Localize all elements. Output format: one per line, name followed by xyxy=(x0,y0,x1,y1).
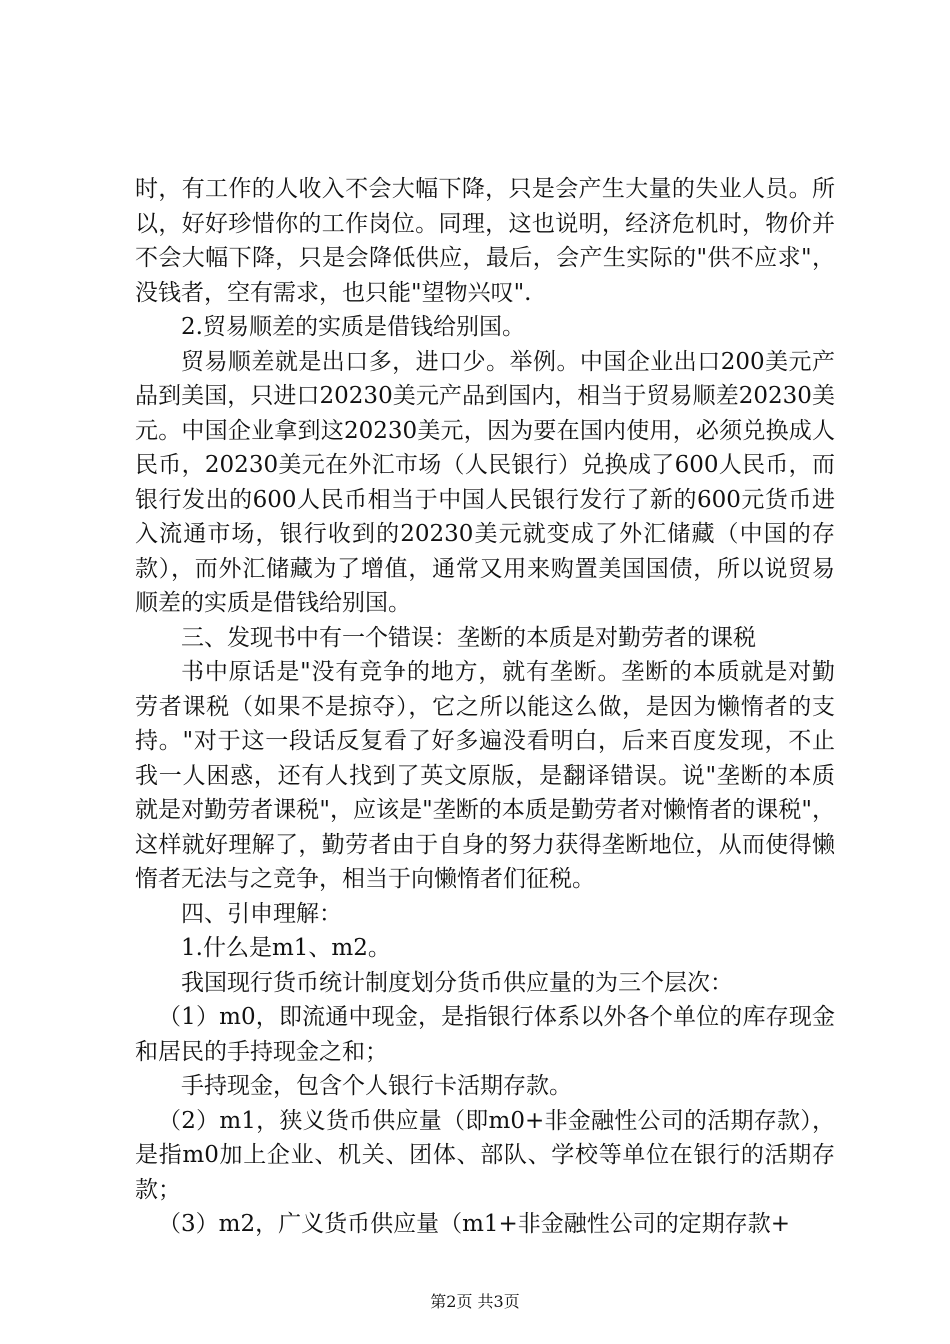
paragraph-1: 时，有工作的人收入不会大幅下降，只是会产生大量的失业人员。所以，好好珍惜你的工作岗位。同理，这也说明，经济危机时，物价并不会大幅下降，只是会降低供应，最后，会产生实际的"供不应求"，没钱者，空有需求，也只能"望物兴叹". xyxy=(135,176,835,306)
paragraph-4-heading: 三、发现书中有一个错误：垄断的本质是对勤劳者的课税 xyxy=(181,624,756,651)
paragraph-2-heading: 2.贸易顺差的实质是借钱给别国。 xyxy=(181,314,525,340)
paragraph-9: （1）m0，即流通中现金，是指银行体系以外各个单位的库存现金和居民的手持现金之和； xyxy=(135,1004,835,1065)
paragraph-3: 贸易顺差就是出口多，进口少。举例。中国企业出口200美元产品到美国，只进口20230美元产品到国内，相当于贸易顺差20230美元。中国企业拿到这20230美元，因为要在国内使用，必须兑换成人民币，20230美元在外汇市场（人民银行）兑换成了600人民币，而银行发出的600人民币相当于中国人民银行发行了新的600元货币进入流通市场，银行收到的20230美元就变成了外汇储藏（中国的存款），而外汇储藏为了增值，通常又用来购置美国国债，所以说贸易顺差的实质是借钱给别国。 xyxy=(135,348,835,616)
paragraph-7-heading: 1.什么是m1、m2。 xyxy=(181,935,391,961)
paragraph-6-heading: 四、引申理解： xyxy=(181,900,342,927)
document-body xyxy=(135,172,835,1242)
paragraph-5: 书中原话是"没有竞争的地方，就有垄断。垄断的本质就是对勤劳者课税（如果不是掠夺），它之所以能这么做，是因为懒惰者的支持。"对于这一段话反复看了好多遍没看明白，后来百度发现，不止我一人困惑，还有人找到了英文原版，是翻译错误。说"垄断的本质就是对勤劳者课税"，应该是"垄断的本质是勤劳者对懒惰者的课税"，这样就好理解了，勤劳者由于自身的努力获得垄断地位，从而使得懒惰者无法与之竞争，相当于向懒惰者们征税。 xyxy=(135,659,835,892)
paragraph-8: 我国现行货币统计制度划分货币供应量的为三个层次： xyxy=(181,969,733,996)
paragraph-12: （3）m2，广义货币供应量（m1+非金融性公司的定期存款+ xyxy=(158,1211,791,1237)
paragraph-10: 手持现金，包含个人银行卡活期存款。 xyxy=(181,1073,572,1099)
page-footer: 第2页 共3页 xyxy=(430,1292,520,1311)
paragraph-11: （2）m1，狭义货币供应量（即m0+非金融性公司的活期存款），是指m0加上企业、机关、团体、部队、学校等单位在银行的活期存款； xyxy=(135,1107,835,1203)
